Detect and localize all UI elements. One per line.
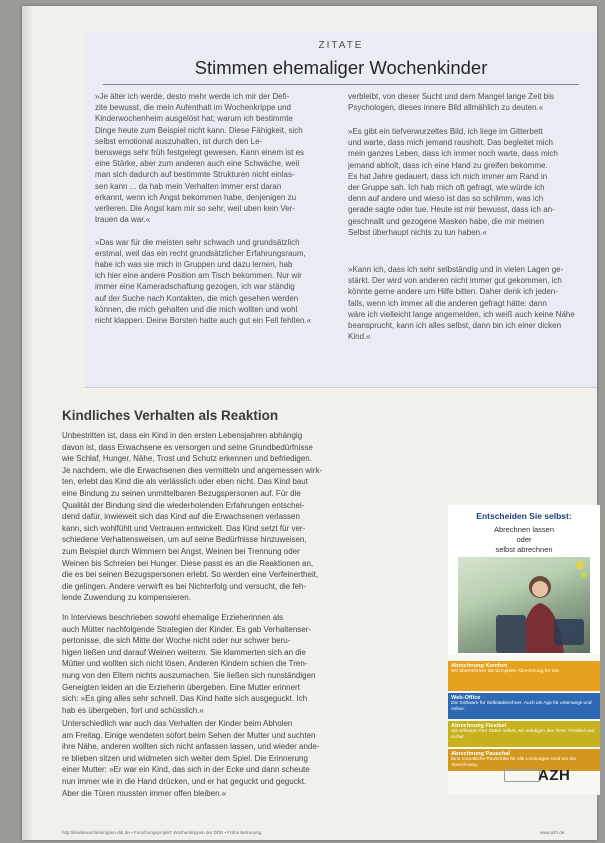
body-p1-line: kann, sich wohlfühlt und Vertrauen entwickelt. Das Kind setzt für ver- [62,523,306,533]
ad-band-web-office[interactable] [448,693,600,719]
quote-left-line: habe ich was sie mich in Gruppen und dazu lernen, hab [95,260,293,270]
quote-right-bottom-line: falls, wenn ich immer all die anderen gefragt hätte: dann [348,298,547,308]
partner-badge [504,768,540,782]
body-paragraph-1 [62,430,424,604]
quote-left-line: »Je älter ich werde, desto mehr werde ich mir der Defi- [95,92,290,101]
body-p1-line: Unbestritten ist, dass ein Kind in den ersten Lebensjahren abhängig [62,431,303,440]
quote-right-top-line: Psychologen, dieses innere Bild allmählich zu deuten.« [348,103,544,113]
quotes-box-title: Stimmen ehemaliger Wochenkinder [194,57,488,78]
body-p1-line: Je nachdem, wie die Erwachsenen dies vermitteln und angemessen wirk- [62,465,323,475]
quote-left-line: man sich dadurch auf bestimmte Strukturen nicht einlas- [95,170,295,180]
body-p3-line: ihre Nähe, anderen wollten sich nicht anfassen lassen, und wieder ande- [62,742,320,752]
body-p1-line: lende Zuwendung zu kompensieren. [62,593,191,603]
body-p1-line: eine Bindung zu seinen unmittelbaren Bezugspersonen auf. Für die [62,488,301,498]
page-binding-shadow [22,6,34,840]
quote-right-mid-line: gerade sagte oder tue. Heute ist mir bewusst, dass ich an- [348,205,555,215]
ad-line-2: oder [516,535,532,544]
quote-left-line: Kinderwochenheim ausgelöst hat; warum ich bestimmte [95,114,293,124]
quote-right-bottom-line: »Kann ich, dass ich sehr selbständig und in vielen Lagen ge- [348,265,564,274]
band-web-office-text: Die Software für Selbstabrechner. Auch als App für unterwegs und online. [451,701,592,712]
quote-right-mid-line: denn auf andere und wieso ist das so schlimm, was ich [348,194,544,204]
kicker-label: ZITATE [318,40,364,51]
band-komfort-title: Abrechnung Komfort [451,663,508,669]
body-p3-line: einer Mutter: »Er war ein Kind, das sich in der Ecke und dann scheute [62,765,310,775]
body-p2-line: hab es übergeben, fort und schüsslich.« [62,705,204,715]
quote-left-line: erkannt, wenn ich Angst bekommen habe, denjenigen zu [95,192,297,202]
body-p3-line: Unterschiedlich war auch das Verhalten der Kinder beim Abholen [62,719,293,728]
azh-logo: AZH [538,767,571,784]
band-komfort-text: Wir übernehmen die komplette Abrechnung für Sie. [451,669,560,674]
quote-left-line: können, die mich gehalten und die mich wollten und wohl [95,304,298,314]
body-p1-line: die gelingen. Andere verwirft es bei Nichterfolg und versucht, die feh- [62,581,307,591]
quote-right-mid-line: »Es gibt ein tiefverwurzeltes Bild, ich liege im Gitterbett [348,127,543,136]
ad-line-1: Abrechnen lassen [493,525,555,534]
quotes-box [85,32,597,388]
quote-right-mid-line: mein ganzes Leben, dass ich immer noch warte, dass mich [348,149,558,159]
body-p1-line: wie Schlaf, Hunger, Nähe, Trost und Schutz erkennen und befriedigen. [62,454,312,464]
ad-band-komfort[interactable] [448,661,600,691]
body-p3-line: re blieben sitzen und widmeten sich weiter dem Spiel. Die Erinnerung [62,753,308,763]
quote-right-mid-line: geschnallt und gezogene Masken habe, die mir meinen [348,216,545,226]
quote-left-line: Dinge heute zum Beispiel nicht kann. Diese Fähigkeit, sich [95,125,303,135]
body-p2-line: auch Mütter nachfolgende Strategien der Kinder. Es gab Verhaltenser- [62,624,312,634]
quote-right-bottom-line: könnte gerne andere um Hilfe bitten. Daher denk ich jeden- [348,287,558,297]
advertisement [448,505,600,795]
body-p1-line: schiedene Verhaltensweisen, um auf seine Bedürfnisse hinzuweisen, [62,535,307,545]
body-p2-line: nung von den Eltern nichts auszumachen. Sie ließen sich nunständigen [62,670,316,680]
quote-right-mid-line: der Gruppe sah. Ich hab mich oft gefragt, wie würde ich [348,183,545,193]
section-heading: Kindliches Verhalten als Reaktion [62,408,279,423]
band-flexibel-text: Sie erfassen Ihre Daten selbst, wir erledigen den Rest. Flexibel und sicher. [451,729,595,740]
body-p1-line: die es bei seinen Bezugspersonen erlebt. So werden eine Verfeinertheit, [62,570,319,580]
quote-left-line: ich hier eine andere Position am Tisch bekommen. Nur wir [95,271,302,281]
header-rule [103,84,579,85]
quote-left-line: benswegs sehr früh festgelegt gewesen. Kann einem ist es [95,148,305,158]
quote-right-bottom-line: wäre ich vielleicht lange angemelden, ich weiß auch keine Nähe [348,309,575,319]
band-pauschal-title: Abrechnung Pauschal [451,751,511,757]
ad-band-flexibel[interactable] [448,721,600,747]
band-pauschal-text: Eine monatliche Pauschale für alle Leistungen rund um die Abrechnung. [451,757,577,768]
body-p2-line: higen ließen und darauf Weinen weiterm. Sie klammerten sich an die [62,647,306,657]
body-p3-line: am Freitag. Einige wendeten sofort beim Sehen der Mutter und suchten [62,730,316,740]
footer-source: http://kinderwochenkrippen-ddr.de • Forschungsprojekt: Wochenkrippen der DDR • Frühe Betreuung [62,830,262,835]
body-p2-line: pertonisse, die sich Mitte der Woche nicht oder nur schwer beru- [62,636,291,646]
quote-right-middle [348,126,586,238]
quote-left-line: immer eine Kameradschaftung gezogen, ich war ständig [95,282,295,292]
body-p3-line: nun immer wie in die Hand drücken, und er hat geguckt und geguckt. [62,776,307,786]
quote-left-line: erstmal, weil das ein recht grundsätzlicher Erfahrungsraum, [95,248,306,258]
quote-right-bottom-line: beansprucht, kann ich alles selbst, dann bin ich einer dicken [348,321,562,331]
body-p1-line: davon ist, dass Erwachsene es versorgen und seine Grundbedürfnisse [62,442,313,452]
body-p1-line: dend dafür, inwieweit sich das Kind auf die Erwachsenen verlassen [62,512,300,522]
ad-photo-illustration [458,557,590,653]
body-p3-line: Aber die Türen mussten immer offen bleiben.« [62,788,227,798]
quote-left-column [95,91,333,326]
footer-url: www.azh.de [540,830,565,835]
body-p1-line: Weinen bis Schreien bei Hunger. Diese passt es an die Reaktionen an, [62,558,314,568]
body-p2-line: sich: »Es ging alles sehr schnell. Das Kind hatte sich ausgeguckt. Ich [62,694,308,704]
body-p1-line: zum Beispiel durch Wimmern bei Angst, Weinen bei Trennung oder [62,546,300,556]
ad-top-panel [448,505,600,655]
band-flexibel-title: Abrechnung Flexibel [451,723,507,729]
quote-right-bottom-line: Kind.« [348,332,371,342]
quote-left-line: zite bewusst, die mein Aufenthalt im Wochenkrippe und [95,103,291,113]
ad-photo [458,557,590,653]
body-paragraph-2 [62,612,424,716]
body-p1-line: ten, erlebt das Kind die als verlässlich oder eben nicht. Das Kind baut [62,477,308,487]
quote-right-mid-line: jemand abholt, dass ich eine Hand zu greifen bekomme. [348,160,548,170]
quote-left-line [95,225,333,236]
quote-left-line: nicht klappen. Deine Borsten hatte auch gut ein Fell fehlten.« [95,316,312,326]
body-p2-line: Geneigten leiden an die Erzieherin übergeben. Eine Mutter erinnert [62,682,300,692]
quote-left-line: eine Stärke, aber zum anderen auch eine Schwäche, weil [95,159,300,169]
quote-right-top-line: verbleibt, von dieser Sucht und dem Mangel lange Zeit bis [348,92,554,101]
quote-right-mid-line: und warte, dass mich jemand rausholt. Das begleitet mich [348,138,553,148]
body-paragraph-3 [62,718,424,799]
quote-left-line: »Das war für die meisten sehr schwach und grundsätzlich [95,237,300,247]
quote-right-top [348,91,586,113]
quote-left-line: sen kann ... da hab mein Verhalten immer erst daran [95,181,282,191]
quote-left-line: trauen da war.« [95,215,151,225]
quote-left-line: auf der Suche nach Kontakten, die mich gesehen werden [95,293,299,303]
quote-right-mid-line: Selbst überhaupt nichts zu tun haben.« [348,227,487,237]
quote-left-line: verlieren. Die Angst kam mir so sehr, weil uben kein Ver- [95,204,296,214]
body-p2-line: Mütter und wollten sich nicht lösen. Anderen Kindern schien die Tren- [62,659,308,669]
band-web-office-title: Web-Office [451,695,481,701]
body-p2-line: In Interviews beschrieben sowohl ehemalige Erzieherinnen als [62,613,284,622]
ad-headline: Entscheiden Sie selbst: [476,511,572,521]
quote-right-bottom-line: stärkt. Der wird von anderen nicht immer gut gekommen, ich [348,276,562,286]
quote-right-mid-line: Es hat Jahre gedauert, dass ich mich immer am Rand in [348,171,548,181]
quote-left-line: selbst emotional auszuhalten, ist durch den Le- [95,136,263,146]
quote-right-bottom [348,264,586,342]
ad-line-3: selbst abrechnen [495,545,553,554]
magazine-page [22,6,597,840]
body-p1-line: Qualität der Bindung sind die wiederholenden Erfahrungen entschei- [62,500,305,510]
